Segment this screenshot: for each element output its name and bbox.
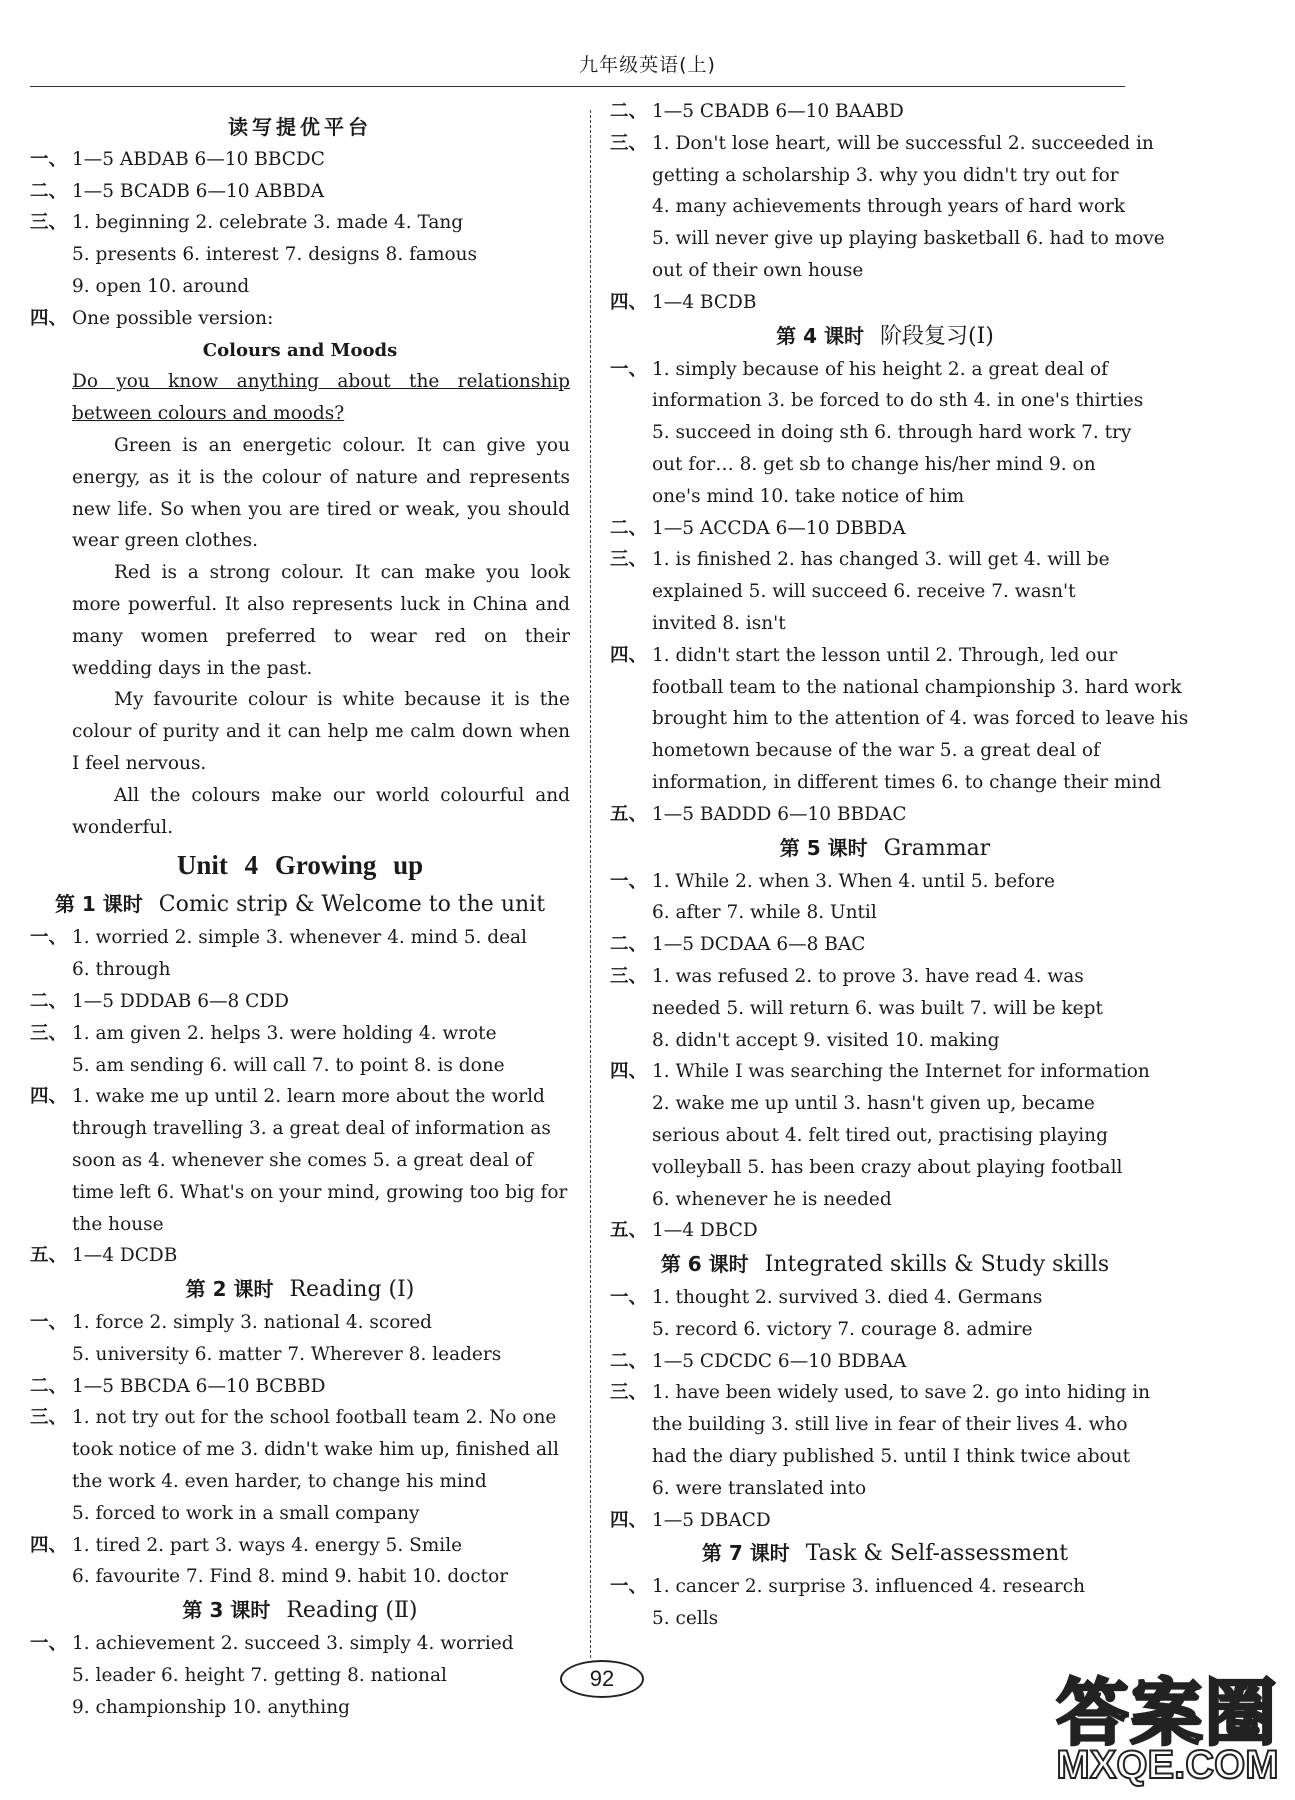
page-header bbox=[0, 0, 1295, 96]
unit-title: Unit 4 Growing up bbox=[176, 850, 424, 881]
answer-row: 一、 1. simply because of his height 2. a great deal of bbox=[610, 358, 1108, 380]
answer-row: 一、 1. thought 2. survived 3. died 4. Germans bbox=[610, 1287, 1043, 1309]
answer-row: 一、 1. achievement 2. succeed 3. simply 4. worried bbox=[30, 1633, 514, 1655]
answer-row: 5. presents 6. interest 7. designs 8. famous bbox=[72, 244, 478, 266]
answer-row: 四、 1—5 DBACD bbox=[610, 1509, 771, 1531]
answer-row: 三、 1. was refused 2. to prove 3. have read 4. was bbox=[610, 965, 1084, 987]
answer-row: 二、 1—5 BCADB 6—10 ABBDA bbox=[30, 180, 325, 202]
answer-row: 5. succeed in doing sth 6. through hard work 7. try bbox=[652, 422, 1132, 444]
lesson-heading: 第 5 课时 Grammar bbox=[779, 835, 991, 861]
answer-row: out for… 8. get sb to change his/her mind 9. on bbox=[652, 453, 1096, 475]
answer-row: 四、 One possible version: bbox=[30, 307, 274, 329]
lesson-heading: 第 6 课时 Integrated skills & Study skills bbox=[660, 1252, 1110, 1278]
answer-row: 2. wake me up until 3. hasn't given up, became bbox=[652, 1093, 1095, 1115]
answer-row: 三、 1. beginning 2. celebrate 3. made 4. Tang bbox=[30, 212, 464, 234]
lesson-heading: 第 7 课时 Task & Self-assessment bbox=[701, 1541, 1069, 1567]
answer-row: explained 5. will succeed 6. receive 7. wasn't bbox=[652, 581, 1076, 603]
answer-row: 三、 1. have been widely used, to save 2. go into hiding in bbox=[610, 1382, 1151, 1404]
column-divider bbox=[590, 110, 591, 1658]
answer-row: 5. university 6. matter 7. Wherever 8. leaders bbox=[72, 1343, 502, 1365]
watermark-text: 答案圈 bbox=[1056, 1671, 1279, 1755]
answer-row: 四、 1. While I was searching the Internet for information bbox=[610, 1061, 1150, 1083]
answer-row: 9. open 10. around bbox=[72, 275, 250, 297]
answer-row: 五、 1—4 DBCD bbox=[610, 1220, 758, 1242]
answer-row: information, in different times 6. to change their mind bbox=[652, 771, 1162, 793]
answer-row: 四、 1. tired 2. part 3. ways 4. energy 5. Smile bbox=[30, 1534, 463, 1556]
answer-row: getting a scholarship 3. why you didn't try out for bbox=[652, 164, 1119, 186]
answer-row: brought him to the attention of 4. was forced to leave his bbox=[652, 708, 1189, 730]
essay-paragraph: My favourite colour is white because it is the colour of purity and it can help me calm down when I feel nervous. bbox=[72, 689, 570, 774]
answer-row: 二、 1—5 CBADB 6—10 BAABD bbox=[610, 101, 904, 122]
answer-row: time left 6. What's on your mind, growing too big for bbox=[72, 1181, 568, 1203]
answer-row: 5. record 6. victory 7. courage 8. admire bbox=[652, 1318, 1033, 1340]
answer-row: 二、 1—5 BBCDA 6—10 BCBBD bbox=[30, 1375, 326, 1397]
answer-row: 5. leader 6. height 7. getting 8. national bbox=[72, 1665, 447, 1687]
answer-row: 6. whenever he is needed bbox=[652, 1188, 892, 1210]
watermark-url: MXQE.COM bbox=[1056, 1743, 1279, 1787]
answer-row: hometown because of the war 5. a great deal of bbox=[652, 740, 1100, 762]
answer-row: 五、 1—4 DCDB bbox=[30, 1245, 178, 1267]
header-rule bbox=[30, 86, 1125, 87]
lesson-heading: 第 2 课时 Reading (Ⅰ) bbox=[185, 1277, 415, 1303]
answer-row: 5. am sending 6. will call 7. to point 8. is done bbox=[72, 1054, 505, 1076]
section-title: 读写提优平台 bbox=[228, 115, 372, 139]
answer-row: information 3. be forced to do sth 4. in one's thirties bbox=[652, 390, 1144, 412]
lesson-heading: 第 4 课时 阶段复习(Ⅰ) bbox=[776, 323, 994, 349]
answer-row: needed 5. will return 6. was built 7. will be kept bbox=[652, 997, 1103, 1019]
answer-row: 4. many achievements through years of hard work bbox=[652, 196, 1126, 218]
answer-row: 四、 1—4 BCDB bbox=[610, 291, 757, 313]
watermark-logo bbox=[1055, 1655, 1280, 1795]
lesson-heading: 第 3 课时 Reading (Ⅱ) bbox=[182, 1598, 418, 1624]
answer-row: volleyball 5. has been crazy about playing football bbox=[652, 1156, 1123, 1178]
answer-row: 二、 1—5 DDDAB 6—8 CDD bbox=[30, 990, 289, 1012]
answer-row: one's mind 10. take notice of him bbox=[652, 485, 965, 507]
answer-row: 四、 1. didn't start the lesson until 2. Through, led our bbox=[610, 644, 1118, 666]
answer-row: the house bbox=[72, 1213, 164, 1235]
answer-row: through travelling 3. a great deal of information as bbox=[72, 1118, 551, 1140]
essay-paragraph: All the colours make our world colourful and wonderful. bbox=[72, 784, 570, 838]
answer-row: invited 8. isn't bbox=[652, 612, 786, 634]
answer-row: 6. were translated into bbox=[652, 1477, 867, 1499]
answer-row: 三、 1. am given 2. helps 3. were holding 4. wrote bbox=[30, 1022, 497, 1044]
essay-paragraph: Red is a strong colour. It can make you look more powerful. It also represents luck in China and many women preferred to wear red on their wedding days in the past. bbox=[72, 562, 570, 679]
answer-row: 五、 1—5 BADDD 6—10 BBDAC bbox=[610, 803, 907, 825]
answer-row: 一、 1. worried 2. simple 3. whenever 4. mind 5. deal bbox=[30, 927, 527, 949]
answer-row: 三、 1. is finished 2. has changed 3. will get 4. will be bbox=[610, 549, 1110, 571]
answer-row: had the diary published 5. until I think twice about bbox=[652, 1446, 1131, 1468]
answer-row: 三、 1. Don't lose heart, will be successful 2. succeeded in bbox=[610, 132, 1154, 154]
answer-row: 一、 1. cancer 2. surprise 3. influenced 4. research bbox=[610, 1576, 1086, 1598]
answer-row: 8. didn't accept 9. visited 10. making bbox=[652, 1029, 1000, 1051]
lesson-heading: 第 1 课时 Comic strip & Welcome to the unit bbox=[54, 892, 546, 918]
answer-row: 一、 1. force 2. simply 3. national 4. scored bbox=[30, 1312, 432, 1334]
answer-row: out of their own house bbox=[652, 259, 864, 281]
answer-row: 5. forced to work in a small company bbox=[72, 1502, 420, 1524]
left-column bbox=[30, 112, 570, 1724]
answer-row: soon as 4. whenever she comes 5. a great deal of bbox=[72, 1149, 533, 1171]
essay-question: Do you know anything about the relationship between colours and moods? bbox=[72, 371, 570, 425]
page-number: 92 bbox=[560, 1660, 644, 1698]
answer-row: 5. cells bbox=[652, 1608, 719, 1630]
essay-paragraph: Green is an energetic colour. It can give you energy, as it is the colour of nature and represents new life. So when you are tired or weak, you should wear green clothes. bbox=[72, 434, 570, 552]
answer-row: 一、 1. While 2. when 3. When 4. until 5. before bbox=[610, 870, 1055, 892]
answer-row: 5. will never give up playing basketball 6. had to move bbox=[652, 228, 1165, 250]
answer-row: 9. championship 10. anything bbox=[72, 1696, 350, 1718]
answer-row: 二、 1—5 CDCDC 6—10 BDBAA bbox=[610, 1350, 907, 1372]
answer-row: 三、 1. not try out for the school football team 2. No one bbox=[30, 1407, 557, 1429]
answer-row: serious about 4. felt tired out, practising playing bbox=[652, 1124, 1108, 1146]
answer-row: the work 4. even harder, to change his mind bbox=[72, 1471, 487, 1493]
answer-row: 6. after 7. while 8. Until bbox=[652, 902, 877, 924]
right-column bbox=[610, 96, 1189, 1635]
answer-row: 四、 1. wake me up until 2. learn more about the world bbox=[30, 1086, 545, 1108]
answer-row: 6. through bbox=[72, 959, 171, 981]
answer-row: 6. favourite 7. Find 8. mind 9. habit 10. doctor bbox=[72, 1566, 509, 1588]
answer-row: 二、 1—5 DCDAA 6—8 BAC bbox=[610, 934, 866, 956]
answer-row: football team to the national championship 3. hard work bbox=[652, 676, 1182, 698]
essay-title: Colours and Moods bbox=[202, 339, 398, 361]
answer-row: 一、 1—5 ABDAB 6—10 BBCDC bbox=[30, 148, 325, 170]
answer-row: the building 3. still live in fear of their lives 4. who bbox=[652, 1414, 1128, 1436]
answer-row: 二、 1—5 ACCDA 6—10 DBBDA bbox=[610, 517, 906, 539]
answer-row: took notice of me 3. didn't wake him up, finished all bbox=[72, 1439, 559, 1461]
header-title: 九年级英语(上) bbox=[579, 54, 716, 76]
